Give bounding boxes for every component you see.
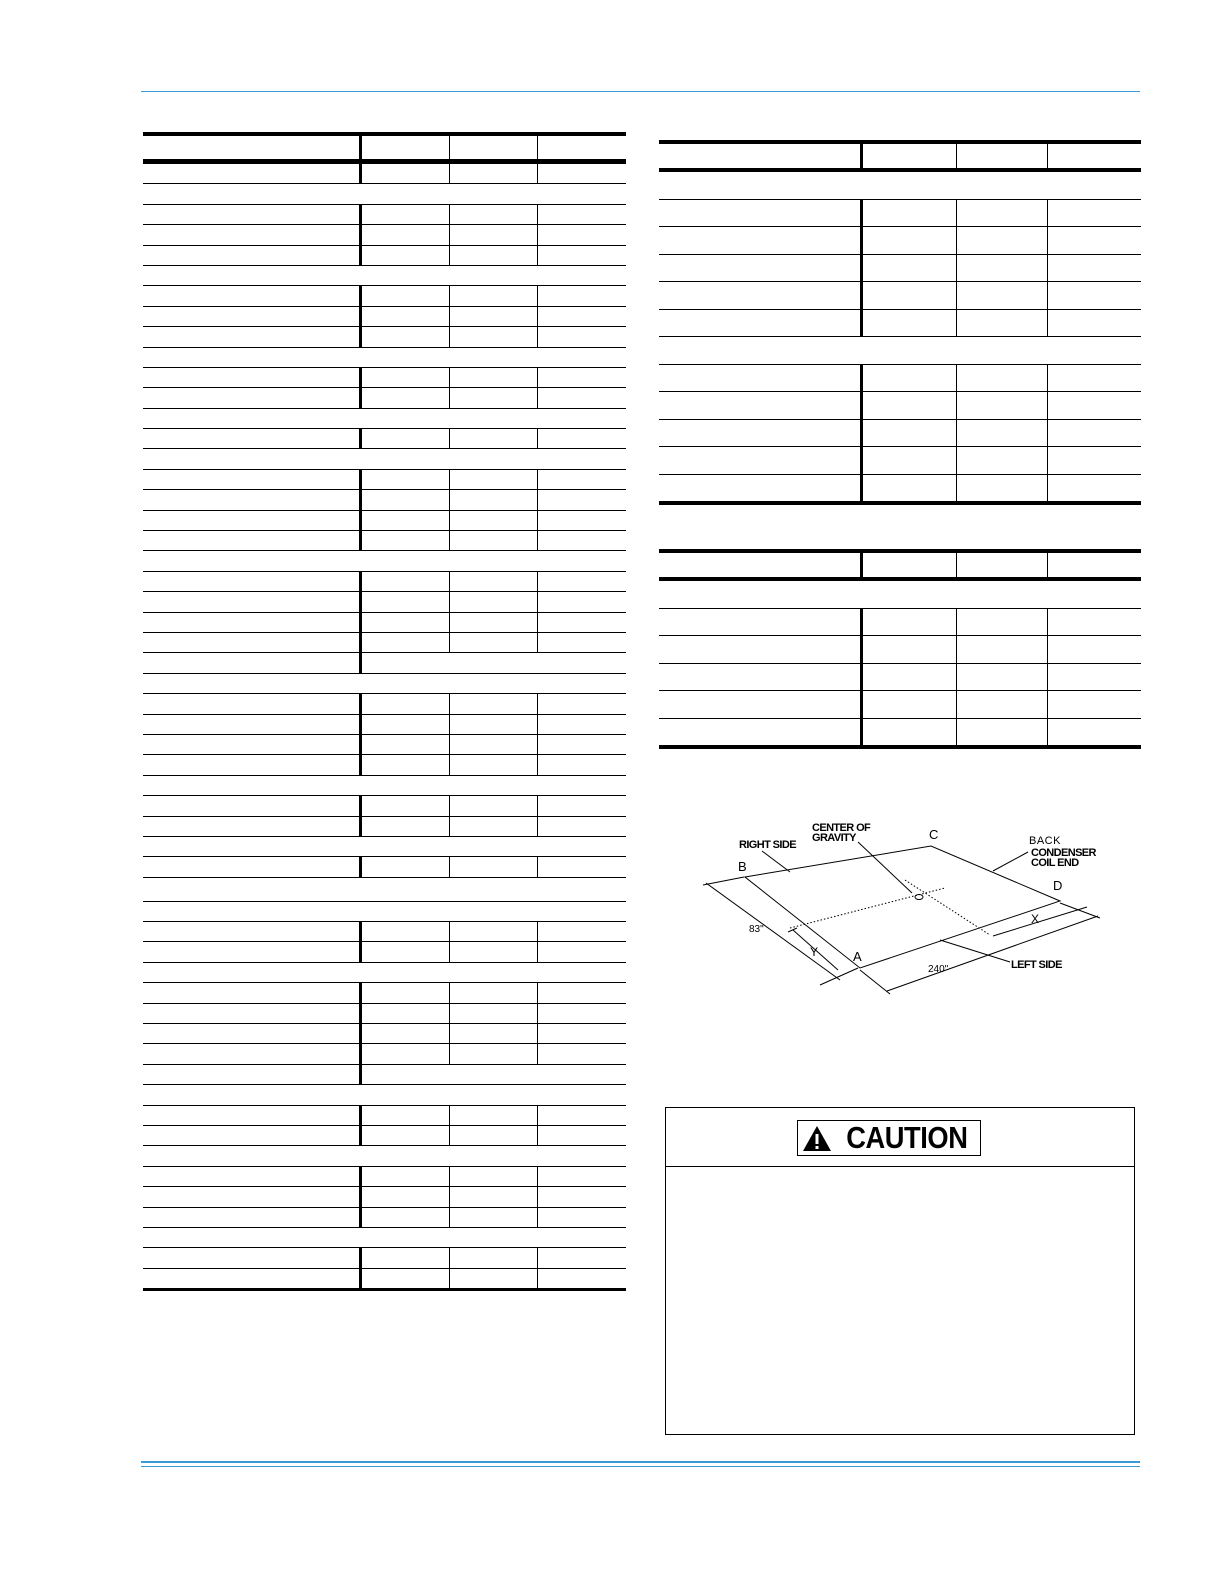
caution-header [666,1108,1134,1167]
table-row [143,612,626,632]
table-row [143,983,626,1003]
table-row [143,327,626,347]
table-section-row [659,170,1141,199]
table-row [143,1064,626,1084]
table-section-row [143,673,626,693]
condenser-label-line1: CONDENSER [1031,847,1096,859]
x-dimension-label: X [1031,912,1040,926]
right-side-label: RIGHT SIDE [739,839,796,851]
right-side-leader [762,851,790,872]
table-section-row [143,836,626,856]
table-section-row [143,962,626,982]
back-leader [993,852,1028,871]
table-row [143,922,626,942]
warning-triangle-icon [802,1125,832,1152]
table-row [143,367,626,387]
table-row [143,531,626,551]
table-section-row [143,551,626,571]
width-extension-bottom [820,968,858,985]
corner-d-label: D [1053,878,1063,893]
corner-c-label: C [929,827,939,842]
table-row [143,1125,626,1145]
table-section-row [143,1085,626,1105]
table-row [659,419,1141,447]
width-extension-top [703,877,744,885]
table-section-row [143,775,626,795]
center-of-gravity-label-line2: GRAVITY [812,832,856,844]
table-section-row [659,337,1141,365]
cog-centerline-x [905,880,990,935]
table-row [659,636,1141,664]
y-dimension-label: Y [810,945,819,959]
back-label: BACK [1029,835,1061,847]
table-section-row [143,347,626,367]
table-section-row [659,579,1141,608]
table-row [143,1248,626,1268]
table-row [143,571,626,591]
table-row [143,510,626,530]
table-section-row [143,1227,626,1247]
weights-table [659,140,1141,505]
table-row [659,282,1141,310]
table-header-row [659,142,1141,170]
center-of-gravity-label-line1: CENTER OF [812,822,871,834]
table-section-row [143,408,626,428]
table-header-row [143,134,626,162]
length-dimension-label: 240" [928,964,949,975]
cog-leader [858,842,912,893]
y-extension [788,928,797,932]
left-side-label: LEFT SIDE [1011,959,1062,971]
length-extension-left [860,970,890,994]
table-row [143,714,626,734]
table-row [659,309,1141,337]
length-dimension-line [887,916,1098,991]
table-row [143,286,626,306]
table-row [143,225,626,245]
length-extension-right [1060,903,1100,918]
caution-badge [797,1120,981,1156]
footer-rule-thin [141,1466,1140,1467]
width-dimension-line [706,883,840,980]
corner-a-label: A [853,949,862,964]
table-row [143,1044,626,1064]
table-row [659,718,1141,747]
table-row [143,857,626,877]
header-rule [141,91,1140,92]
table-section-row [143,901,626,921]
table-row [143,632,626,652]
table-row [143,162,626,184]
unit-outline [745,846,1063,968]
table-row [659,447,1141,475]
cog-marker [915,895,923,900]
physical-data-table [143,132,626,1291]
table-row [659,227,1141,255]
table-section-row [143,1146,626,1166]
table-section-row [143,449,626,469]
table-row [143,388,626,408]
table-row [659,663,1141,691]
table-row [659,392,1141,420]
cog-centerline-y [790,888,945,928]
footer-rule [141,1461,1140,1463]
table-row [143,1166,626,1186]
table-row [143,204,626,224]
table-row [143,942,626,962]
table-row [659,474,1141,503]
table-row [143,1187,626,1207]
center-of-gravity-table [659,549,1141,749]
table-row [143,592,626,612]
table-row [143,306,626,326]
table-row [143,1024,626,1044]
table-row [143,734,626,754]
width-dimension-label: 83" [749,924,764,935]
table-row [143,429,626,449]
table-row [143,1003,626,1023]
condenser-label-line2: COIL END [1031,857,1079,869]
table-row [143,1105,626,1125]
table-section-row [143,877,626,901]
table-row [143,245,626,265]
table-row [143,816,626,836]
table-section-row [143,184,626,204]
table-row [659,364,1141,392]
corner-b-label: B [738,859,747,874]
table-row [143,653,626,673]
table-row [143,469,626,489]
table-row [659,691,1141,719]
center-of-gravity-diagram [698,815,1108,1000]
table-section-row [143,265,626,285]
table-row [143,1207,626,1227]
x-dimension-line [993,907,1087,936]
table-row [659,199,1141,227]
table-row [659,254,1141,282]
table-row [659,608,1141,636]
table-header-row [659,551,1141,579]
caution-box [665,1107,1135,1435]
table-row [143,694,626,714]
caution-title: CAUTION [846,1120,968,1155]
table-row [143,755,626,775]
table-row [143,796,626,816]
table-row [143,490,626,510]
table-row [143,1268,626,1289]
